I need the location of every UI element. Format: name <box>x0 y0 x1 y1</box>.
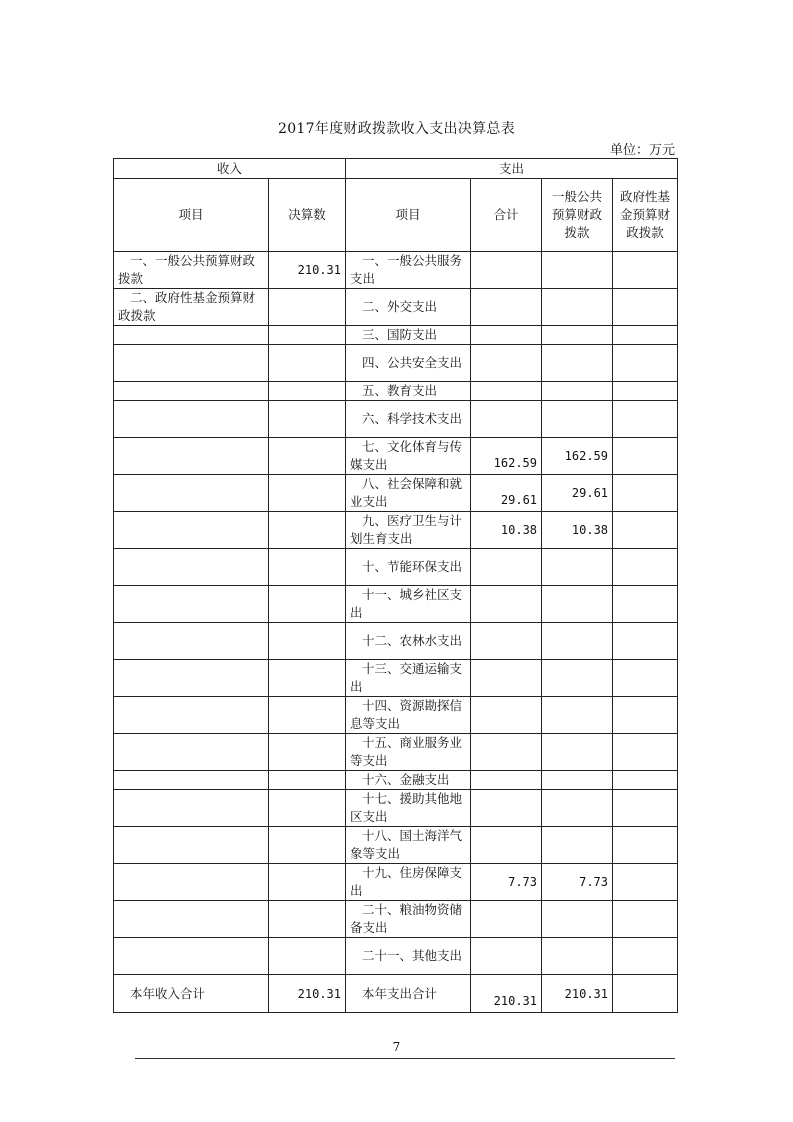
expense-item: 九、医疗卫生与计划生育支出 <box>346 512 471 549</box>
expense-total <box>471 938 542 975</box>
income-amount-header: 决算数 <box>269 179 346 252</box>
income-item-empty <box>114 734 269 771</box>
income-amount-empty <box>269 382 346 401</box>
expense-fund <box>613 938 678 975</box>
expense-general-total: 210.31 <box>542 975 613 1013</box>
expense-fund <box>613 734 678 771</box>
expense-total <box>471 586 542 623</box>
income-item-empty <box>114 549 269 586</box>
income-amount: 210.31 <box>269 252 346 289</box>
expense-total <box>471 252 542 289</box>
income-item-empty <box>114 345 269 382</box>
table-row <box>114 864 678 901</box>
income-item-empty <box>114 382 269 401</box>
income-amount-empty <box>269 790 346 827</box>
expense-total <box>471 326 542 345</box>
income-item: 二、政府性基金预算财政拨款 <box>114 289 269 326</box>
income-amount-empty <box>269 827 346 864</box>
gov-fund-header: 政府性基金预算财政拨款 <box>613 179 678 252</box>
table-row <box>114 827 678 864</box>
income-item-empty <box>114 864 269 901</box>
expense-fund <box>613 827 678 864</box>
income-item-empty <box>114 901 269 938</box>
expense-item: 五、教育支出 <box>346 382 471 401</box>
general-budget-header: 一般公共预算财政拨款 <box>542 179 613 252</box>
income-item-header: 项目 <box>114 179 269 252</box>
expense-fund <box>613 512 678 549</box>
expense-general <box>542 623 613 660</box>
expense-general <box>542 401 613 438</box>
income-item: 一、一般公共预算财政拨款 <box>114 252 269 289</box>
table-row <box>114 289 678 326</box>
table-row <box>114 382 678 401</box>
income-total-label: 本年收入合计 <box>114 975 269 1013</box>
income-amount-empty <box>269 586 346 623</box>
income-amount-empty <box>269 734 346 771</box>
income-amount-empty <box>269 623 346 660</box>
income-item-empty <box>114 697 269 734</box>
expense-fund <box>613 382 678 401</box>
expense-general <box>542 252 613 289</box>
expense-fund <box>613 623 678 660</box>
expense-header: 支出 <box>346 159 678 179</box>
expense-fund <box>613 790 678 827</box>
table-row <box>114 401 678 438</box>
expense-total <box>471 289 542 326</box>
table-row <box>114 660 678 697</box>
income-amount-empty <box>269 864 346 901</box>
expense-item: 七、文化体育与传媒支出 <box>346 438 471 475</box>
expense-item: 十六、金融支出 <box>346 771 471 790</box>
income-item-empty <box>114 938 269 975</box>
expense-item: 十七、援助其他地区支出 <box>346 790 471 827</box>
expense-item: 十三、交通运输支出 <box>346 660 471 697</box>
income-item-empty <box>114 475 269 512</box>
expense-item: 十八、国土海洋气象等支出 <box>346 827 471 864</box>
expense-item: 六、科学技术支出 <box>346 401 471 438</box>
expense-total <box>471 382 542 401</box>
expense-fund <box>613 697 678 734</box>
expense-total-label: 本年支出合计 <box>346 975 471 1013</box>
totals-row <box>114 975 678 1013</box>
page-title: 2017年度财政拨款收入支出决算总表 <box>277 121 516 137</box>
expense-total <box>471 790 542 827</box>
income-item-empty <box>114 512 269 549</box>
expense-general <box>542 382 613 401</box>
expense-general: 162.59 <box>542 438 613 475</box>
unit-label: 单位：万元 <box>609 143 675 158</box>
expense-general <box>542 827 613 864</box>
expense-fund <box>613 438 678 475</box>
footer-divider <box>135 1058 675 1059</box>
expense-item: 十、节能环保支出 <box>346 549 471 586</box>
income-amount-empty <box>269 771 346 790</box>
income-item-empty <box>114 623 269 660</box>
table-row <box>114 697 678 734</box>
expense-total: 10.38 <box>471 512 542 549</box>
expense-general: 29.61 <box>542 475 613 512</box>
expense-fund <box>613 901 678 938</box>
table-row <box>114 326 678 345</box>
table-row <box>114 734 678 771</box>
table-body <box>114 252 678 975</box>
expense-item-header: 项目 <box>346 179 471 252</box>
expense-item: 十一、城乡社区支出 <box>346 586 471 623</box>
expense-general: 10.38 <box>542 512 613 549</box>
header-row-groups <box>114 159 678 179</box>
expense-fund <box>613 549 678 586</box>
expense-item: 十五、商业服务业等支出 <box>346 734 471 771</box>
expense-general <box>542 771 613 790</box>
expense-total: 7.73 <box>471 864 542 901</box>
expense-item: 八、社会保障和就业支出 <box>346 475 471 512</box>
expense-item: 二十、粮油物资储备支出 <box>346 901 471 938</box>
expense-general <box>542 938 613 975</box>
expense-item: 二、外交支出 <box>346 289 471 326</box>
expense-fund <box>613 864 678 901</box>
income-amount-empty <box>269 901 346 938</box>
expense-general <box>542 289 613 326</box>
expense-general <box>542 790 613 827</box>
expense-general <box>542 901 613 938</box>
expense-general <box>542 586 613 623</box>
expense-total <box>471 734 542 771</box>
expense-total-amount: 210.31 <box>471 975 542 1013</box>
expense-general <box>542 697 613 734</box>
expense-item: 十二、农林水支出 <box>346 623 471 660</box>
table-row <box>114 475 678 512</box>
income-item-empty <box>114 790 269 827</box>
income-amount-empty <box>269 512 346 549</box>
income-amount-empty <box>269 401 346 438</box>
expense-total <box>471 827 542 864</box>
income-item-empty <box>114 586 269 623</box>
table-row <box>114 586 678 623</box>
table-row <box>114 549 678 586</box>
table-row <box>114 790 678 827</box>
expense-general: 7.73 <box>542 864 613 901</box>
income-item-empty <box>114 660 269 697</box>
table-row <box>114 771 678 790</box>
income-header: 收入 <box>114 159 346 179</box>
expense-fund-total <box>613 975 678 1013</box>
income-item-empty <box>114 401 269 438</box>
expense-item: 十九、住房保障支出 <box>346 864 471 901</box>
income-item-empty <box>114 771 269 790</box>
income-total-amount: 210.31 <box>269 975 346 1013</box>
expense-total <box>471 401 542 438</box>
income-item-empty <box>114 827 269 864</box>
expense-item: 一、一般公共服务支出 <box>346 252 471 289</box>
expense-fund <box>613 252 678 289</box>
expense-total <box>471 549 542 586</box>
header-row-columns <box>114 179 678 252</box>
table-row <box>114 252 678 289</box>
table-row <box>114 345 678 382</box>
expense-total-header: 合计 <box>471 179 542 252</box>
expense-general <box>542 326 613 345</box>
expense-fund <box>613 326 678 345</box>
income-item-empty <box>114 438 269 475</box>
expense-total <box>471 623 542 660</box>
expense-fund <box>613 401 678 438</box>
income-amount-empty <box>269 475 346 512</box>
income-amount-empty <box>269 697 346 734</box>
expense-general <box>542 660 613 697</box>
income-amount-empty <box>269 438 346 475</box>
expense-total <box>471 697 542 734</box>
expense-fund <box>613 771 678 790</box>
expense-fund <box>613 475 678 512</box>
expense-total <box>471 771 542 790</box>
expense-total <box>471 345 542 382</box>
expense-item: 四、公共安全支出 <box>346 345 471 382</box>
expense-general <box>542 549 613 586</box>
table-row <box>114 901 678 938</box>
income-amount-empty <box>269 549 346 586</box>
table-row <box>114 623 678 660</box>
expense-total <box>471 660 542 697</box>
expense-item: 十四、资源勘探信息等支出 <box>346 697 471 734</box>
expense-fund <box>613 289 678 326</box>
table-row <box>114 438 678 475</box>
expense-total: 29.61 <box>471 475 542 512</box>
income-amount-empty <box>269 938 346 975</box>
expense-general <box>542 345 613 382</box>
page-number: 7 <box>392 1040 401 1054</box>
income-amount-empty <box>269 345 346 382</box>
budget-summary-table <box>113 158 678 1013</box>
table-row <box>114 938 678 975</box>
expense-item: 三、国防支出 <box>346 326 471 345</box>
expense-total <box>471 901 542 938</box>
expense-fund <box>613 660 678 697</box>
table-row <box>114 512 678 549</box>
expense-fund <box>613 345 678 382</box>
income-item-empty <box>114 326 269 345</box>
income-amount-empty <box>269 660 346 697</box>
expense-total: 162.59 <box>471 438 542 475</box>
expense-item: 二十一、其他支出 <box>346 938 471 975</box>
expense-fund <box>613 586 678 623</box>
expense-general <box>542 734 613 771</box>
income-amount <box>269 289 346 326</box>
income-amount-empty <box>269 326 346 345</box>
